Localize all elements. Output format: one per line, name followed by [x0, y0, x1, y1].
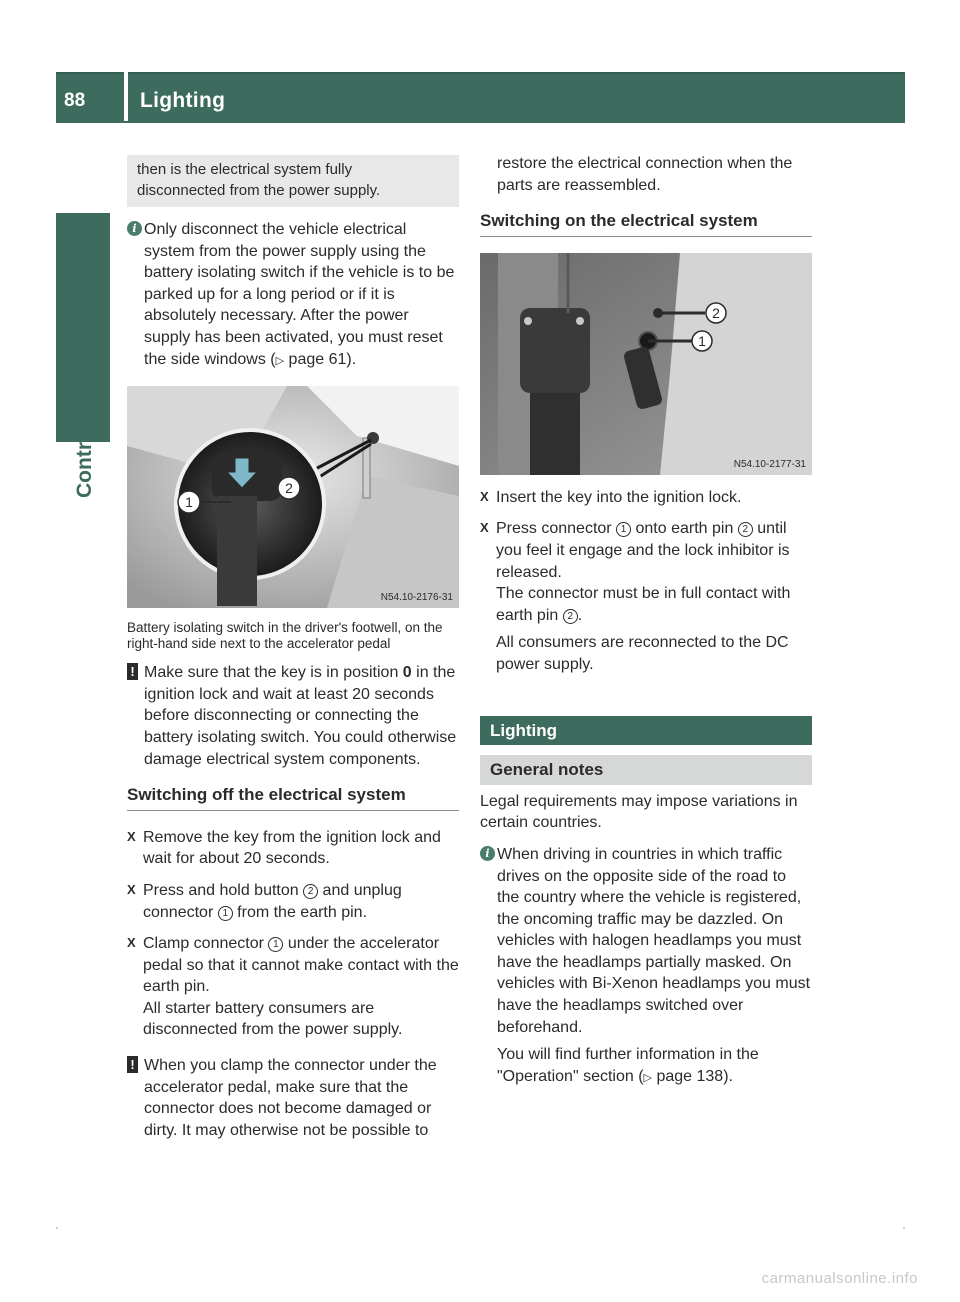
callout-number: 1 [268, 937, 283, 952]
figure-1-label-2: 2 [285, 480, 293, 497]
list-item [480, 518, 812, 675]
step-marker-icon: X [127, 935, 136, 951]
callout-number: 2 [303, 884, 318, 899]
page-ref-link[interactable]: page 61 [288, 350, 347, 368]
section-bar-lighting: Lighting [480, 716, 812, 746]
warning-text: When you clamp the connector under the accelerator pedal, make sure that the connector does not become damaged or dirty. It may otherwise not be possible to [144, 1057, 437, 1139]
list-item-text: Insert the key into the ignition lock. [496, 488, 742, 506]
callout-number: 1 [616, 522, 631, 537]
subsection-bar-general-notes: General notes [480, 755, 812, 785]
info-note-ref-tail: ). [723, 1067, 733, 1085]
page-ref-link[interactable]: page 138 [656, 1067, 724, 1085]
figure-1-label-1: 1 [185, 494, 193, 511]
warning-continuation: restore the electrical connection when the parts are reassembled. [497, 155, 793, 194]
warning-text-a: Make sure that the key is in position [144, 664, 403, 682]
list-item-text-b: and unplug connector [143, 881, 402, 921]
warning-position-value: 0 [402, 664, 412, 682]
warning-icon: ! [127, 663, 138, 680]
info-note [127, 219, 459, 372]
page-ref-arrow-icon: ▷ [275, 354, 285, 367]
figure-2-label-1: 1 [698, 332, 706, 349]
left-column [127, 155, 459, 1155]
info-icon: i [127, 221, 142, 236]
info-icon: i [480, 846, 495, 861]
result-text-b: . [577, 606, 583, 624]
result-text-a: The connector must be in full contact with earth pin [496, 585, 791, 624]
side-tab-divider [56, 207, 110, 211]
list-item-text-c: from the earth pin. [232, 903, 368, 921]
warning-text-b: in the ignition lock and wait at least 20 seconds before disconnecting or connecting the battery isolating switch. You could otherwise damage electrical system components. [144, 664, 457, 768]
side-tab [56, 411, 110, 500]
watermark [0, 1270, 960, 1287]
list-item [127, 880, 459, 923]
list-item-text-b: onto earth pin [631, 520, 738, 538]
list-item-result [496, 583, 812, 626]
grey-note-box [127, 155, 459, 207]
step-marker-icon: X [480, 488, 489, 504]
watermark-text: carmanualsonline.info [761, 1270, 918, 1287]
info-note-tail: ). [346, 350, 357, 368]
footer-mark-left [56, 1227, 58, 1229]
list-item [127, 933, 459, 1041]
list-item-text: Remove the key from the ignition lock and wait for about 20 seconds. [143, 828, 441, 868]
list-item-result: All starter battery consumers are disconnected from the power supply. [143, 999, 403, 1039]
figure-battery-switch [127, 386, 459, 608]
warning-note [127, 662, 459, 770]
info-note [480, 844, 812, 1090]
grey-note-line-2: disconnected from the power supply. [137, 182, 381, 199]
list-item-text-a: Press and hold button [143, 881, 304, 899]
section-heading-switching-off: Switching off the electrical system [127, 784, 459, 811]
info-note-text: Only disconnect the vehicle electrical system from the power supply using the battery isolating switch if the vehicle is to be parked up for a long period or if it is absolutely necessary. After the power supply has been activated, you must reset the side windows ( [144, 221, 455, 368]
list-item [480, 487, 812, 509]
list-item-text-a: Clamp connector [143, 935, 269, 953]
page-title: Lighting [140, 89, 226, 112]
callout-number: 2 [738, 522, 753, 537]
info-note-ref-text: You will find further information in the "Operation" section ( [497, 1046, 759, 1085]
callout-number: 1 [218, 906, 233, 921]
warning-icon: ! [127, 1056, 138, 1073]
grey-note-line-1: then is the electrical system fully [137, 161, 353, 178]
page-ref-arrow-icon: ▷ [643, 1071, 653, 1084]
header-divider [124, 72, 128, 121]
figure-caption: Battery isolating switch in the driver's footwell, on the right-hand side next to the accelerator pedal [127, 620, 443, 652]
callout-number: 2 [563, 609, 578, 624]
step-marker-icon: X [480, 520, 489, 536]
page-number: 88 [64, 90, 86, 111]
list-item-text-a: Press connector [496, 520, 617, 538]
footer-mark-right [903, 1227, 905, 1229]
info-note-text: When driving in countries in which traffic drives on the opposite side of the road to the country where the vehicle is registered, the oncoming traffic may be dazzled. On vehicles with halogen headlamps you must have the headlamps partially masked. On vehicles with Bi-Xenon headlamps you must have the headlamps switched over beforehand. [497, 845, 811, 1036]
battery-switch-photo [127, 386, 459, 608]
list-item-result: All consumers are reconnected to the DC power supply. [496, 634, 789, 673]
step-marker-icon: X [127, 881, 136, 897]
right-column [480, 153, 812, 1103]
side-tab-label: Controls [73, 411, 96, 498]
figure-2-label-2: 2 [712, 304, 720, 321]
figure-1-code: N54.10-2176-31 [380, 592, 453, 604]
side-tab-block [56, 213, 110, 442]
list-item-text-c: until you feel it engage and the lock inhibitor is released. [496, 520, 790, 581]
list-item-text-b: under the accelerator pedal so that it cannot make contact with the earth pin. [143, 935, 459, 996]
list-item [127, 827, 459, 870]
earth-pin-photo [480, 253, 812, 475]
warning-note [127, 1055, 459, 1141]
info-note-reference [497, 1044, 812, 1089]
section-heading-switching-on: Switching on the electrical system [480, 210, 812, 237]
step-marker-icon: X [127, 828, 136, 844]
figure-earth-pin [480, 253, 812, 475]
figure-2-code: N54.10-2177-31 [733, 458, 806, 470]
general-notes-paragraph: Legal requirements may impose variations in certain countries. [480, 792, 798, 832]
